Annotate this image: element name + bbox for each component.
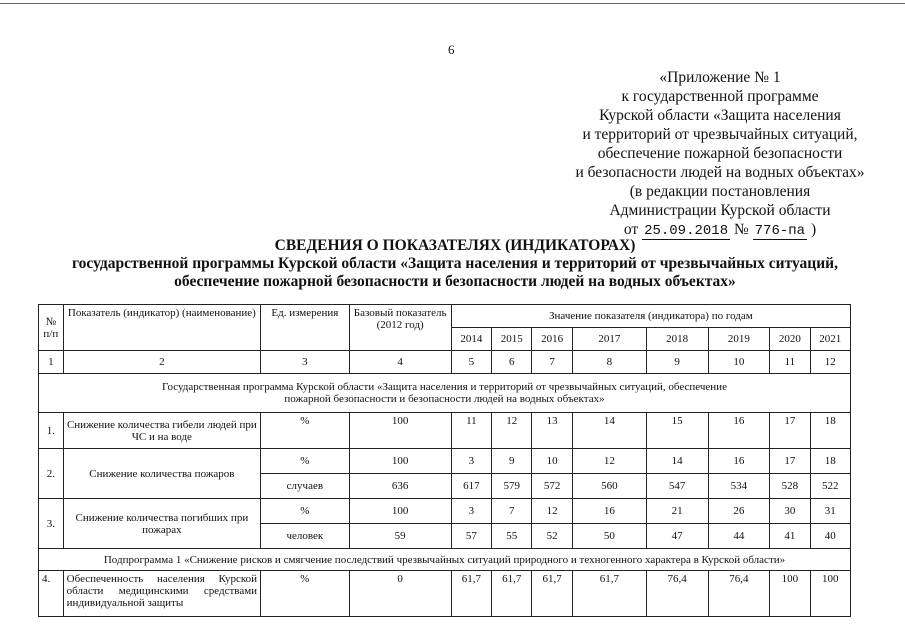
column-number: 10 [708, 351, 770, 374]
row-value: 10 [532, 449, 572, 474]
row-value: 61,7 [451, 571, 491, 617]
appendix-line: обеспечение пожарной безопасности [597, 145, 843, 162]
header-name: Показатель (индикатор) (наименование) [63, 305, 260, 351]
row-value: 61,7 [492, 571, 532, 617]
title-line-1: СВЕДЕНИЯ О ПОКАЗАТЕЛЯХ (ИНДИКАТОРАХ) [274, 237, 636, 254]
resolution-date: 25.09.2018 [644, 223, 729, 239]
row-base: 100 [349, 413, 451, 449]
row-value: 16 [572, 499, 646, 524]
row-value: 14 [572, 413, 646, 449]
row-name: Снижение количества гибели людей при ЧС и на воде [63, 413, 260, 449]
column-number: 7 [532, 351, 572, 374]
appendix-line: (в редакции постановления [629, 183, 811, 200]
column-numbers-row [39, 351, 851, 374]
row-value: 13 [532, 413, 572, 449]
header-year: 2014 [451, 328, 491, 351]
header-year: 2015 [492, 328, 532, 351]
row-value: 617 [451, 474, 491, 499]
row-unit: % [261, 499, 350, 524]
appendix-line: к государственной программе [621, 88, 819, 105]
header-no: № п/п [39, 305, 64, 351]
column-number: 11 [770, 351, 810, 374]
row-value: 17 [770, 413, 810, 449]
section-subprogram-title: Подпрограмма 1 «Снижение рисков и смягчение последствий чрезвычайных ситуаций природного и техногенного характера в Курской области» [39, 549, 851, 571]
row-value: 560 [572, 474, 646, 499]
row-value: 100 [810, 571, 850, 617]
column-number: 5 [451, 351, 491, 374]
row-value: 61,7 [532, 571, 572, 617]
row-unit: % [261, 413, 350, 449]
header-base: Базовый показатель (2012 год) [349, 305, 451, 351]
row-value: 76,4 [646, 571, 708, 617]
section-row-program [39, 374, 851, 413]
row-value: 100 [770, 571, 810, 617]
row-value: 18 [810, 413, 850, 449]
header-year: 2017 [572, 328, 646, 351]
row-value: 52 [532, 524, 572, 549]
column-number: 1 [39, 351, 64, 374]
appendix-line: Курской области «Защита населения [599, 107, 841, 124]
row-value: 31 [810, 499, 850, 524]
row-base: 0 [349, 571, 451, 617]
row-value: 50 [572, 524, 646, 549]
row-value: 57 [451, 524, 491, 549]
row-value: 572 [532, 474, 572, 499]
column-number: 12 [810, 351, 850, 374]
row-value: 12 [532, 499, 572, 524]
title-line-3: обеспечение пожарной безопасности и безопасности людей на водных объектах» [174, 273, 736, 290]
row-value: 579 [492, 474, 532, 499]
number-label: № [733, 221, 749, 238]
column-number: 4 [349, 351, 451, 374]
row-value: 76,4 [708, 571, 770, 617]
page-top-border [0, 3, 905, 4]
title-line-2: государственной программы Курской области «Защита населения и территорий от чрезвычайных ситуаций, [72, 255, 838, 272]
appendix-line: и безопасности людей на водных объектах» [575, 164, 865, 181]
closing-paren: ) [810, 221, 817, 238]
column-number: 6 [492, 351, 532, 374]
appendix-line: и территорий от чрезвычайных ситуаций, [582, 126, 858, 143]
table-row [39, 499, 851, 524]
row-no: 4. [39, 571, 64, 617]
resolution-number: 776-па [754, 223, 806, 239]
row-base: 100 [349, 499, 451, 524]
column-number: 3 [261, 351, 350, 374]
row-value: 16 [708, 413, 770, 449]
row-value: 522 [810, 474, 850, 499]
row-name: Обеспеченность населения Курской области медицинскими средствами индивидуальной защиты [63, 571, 260, 617]
row-value: 26 [708, 499, 770, 524]
row-base: 100 [349, 449, 451, 474]
row-value: 3 [451, 499, 491, 524]
appendix-line: «Приложение № 1 [659, 69, 781, 86]
header-year: 2019 [708, 328, 770, 351]
row-value: 534 [708, 474, 770, 499]
row-base: 636 [349, 474, 451, 499]
table-row [39, 449, 851, 474]
row-unit: человек [261, 524, 350, 549]
row-value: 547 [646, 474, 708, 499]
row-no: 1. [39, 413, 64, 449]
header-year: 2020 [770, 328, 810, 351]
row-name: Снижение количества пожаров [63, 449, 260, 499]
row-value: 7 [492, 499, 532, 524]
row-value: 15 [646, 413, 708, 449]
row-value: 16 [708, 449, 770, 474]
header-year: 2016 [532, 328, 572, 351]
section-program-title: Государственная программа Курской области «Защита населения и территорий от чрезвычайных ситуаций, обеспечение пожарной безопасности и безопасности людей на водных объектах» [39, 374, 851, 413]
indicators-table [38, 304, 851, 617]
row-name: Снижение количества погибших при пожарах [63, 499, 260, 549]
header-year: 2018 [646, 328, 708, 351]
row-value: 44 [708, 524, 770, 549]
row-value: 18 [810, 449, 850, 474]
row-unit: случаев [261, 474, 350, 499]
row-base: 59 [349, 524, 451, 549]
column-number: 9 [646, 351, 708, 374]
page-number: 6 [448, 42, 455, 57]
header-unit: Ед. измерения [261, 305, 350, 351]
row-no: 3. [39, 499, 64, 549]
row-value: 528 [770, 474, 810, 499]
row-value: 12 [572, 449, 646, 474]
column-number: 2 [63, 351, 260, 374]
row-value: 17 [770, 449, 810, 474]
row-value: 14 [646, 449, 708, 474]
row-unit: % [261, 571, 350, 617]
appendix-line: Администрации Курской области [609, 202, 831, 219]
table-row [39, 413, 851, 449]
row-value: 41 [770, 524, 810, 549]
row-value: 61,7 [572, 571, 646, 617]
section-row-subprogram [39, 549, 851, 571]
row-value: 40 [810, 524, 850, 549]
from-label: от [623, 221, 639, 238]
row-value: 47 [646, 524, 708, 549]
row-value: 11 [451, 413, 491, 449]
row-unit: % [261, 449, 350, 474]
row-value: 30 [770, 499, 810, 524]
appendix-header [530, 68, 905, 241]
row-value: 12 [492, 413, 532, 449]
table-row [39, 571, 851, 617]
header-values: Значение показателя (индикатора) по годам [451, 305, 850, 328]
row-no: 2. [39, 449, 64, 499]
document-title [40, 237, 870, 291]
row-value: 55 [492, 524, 532, 549]
row-value: 9 [492, 449, 532, 474]
header-year: 2021 [810, 328, 850, 351]
column-number: 8 [572, 351, 646, 374]
row-value: 21 [646, 499, 708, 524]
row-value: 3 [451, 449, 491, 474]
table-header-row [39, 305, 851, 328]
